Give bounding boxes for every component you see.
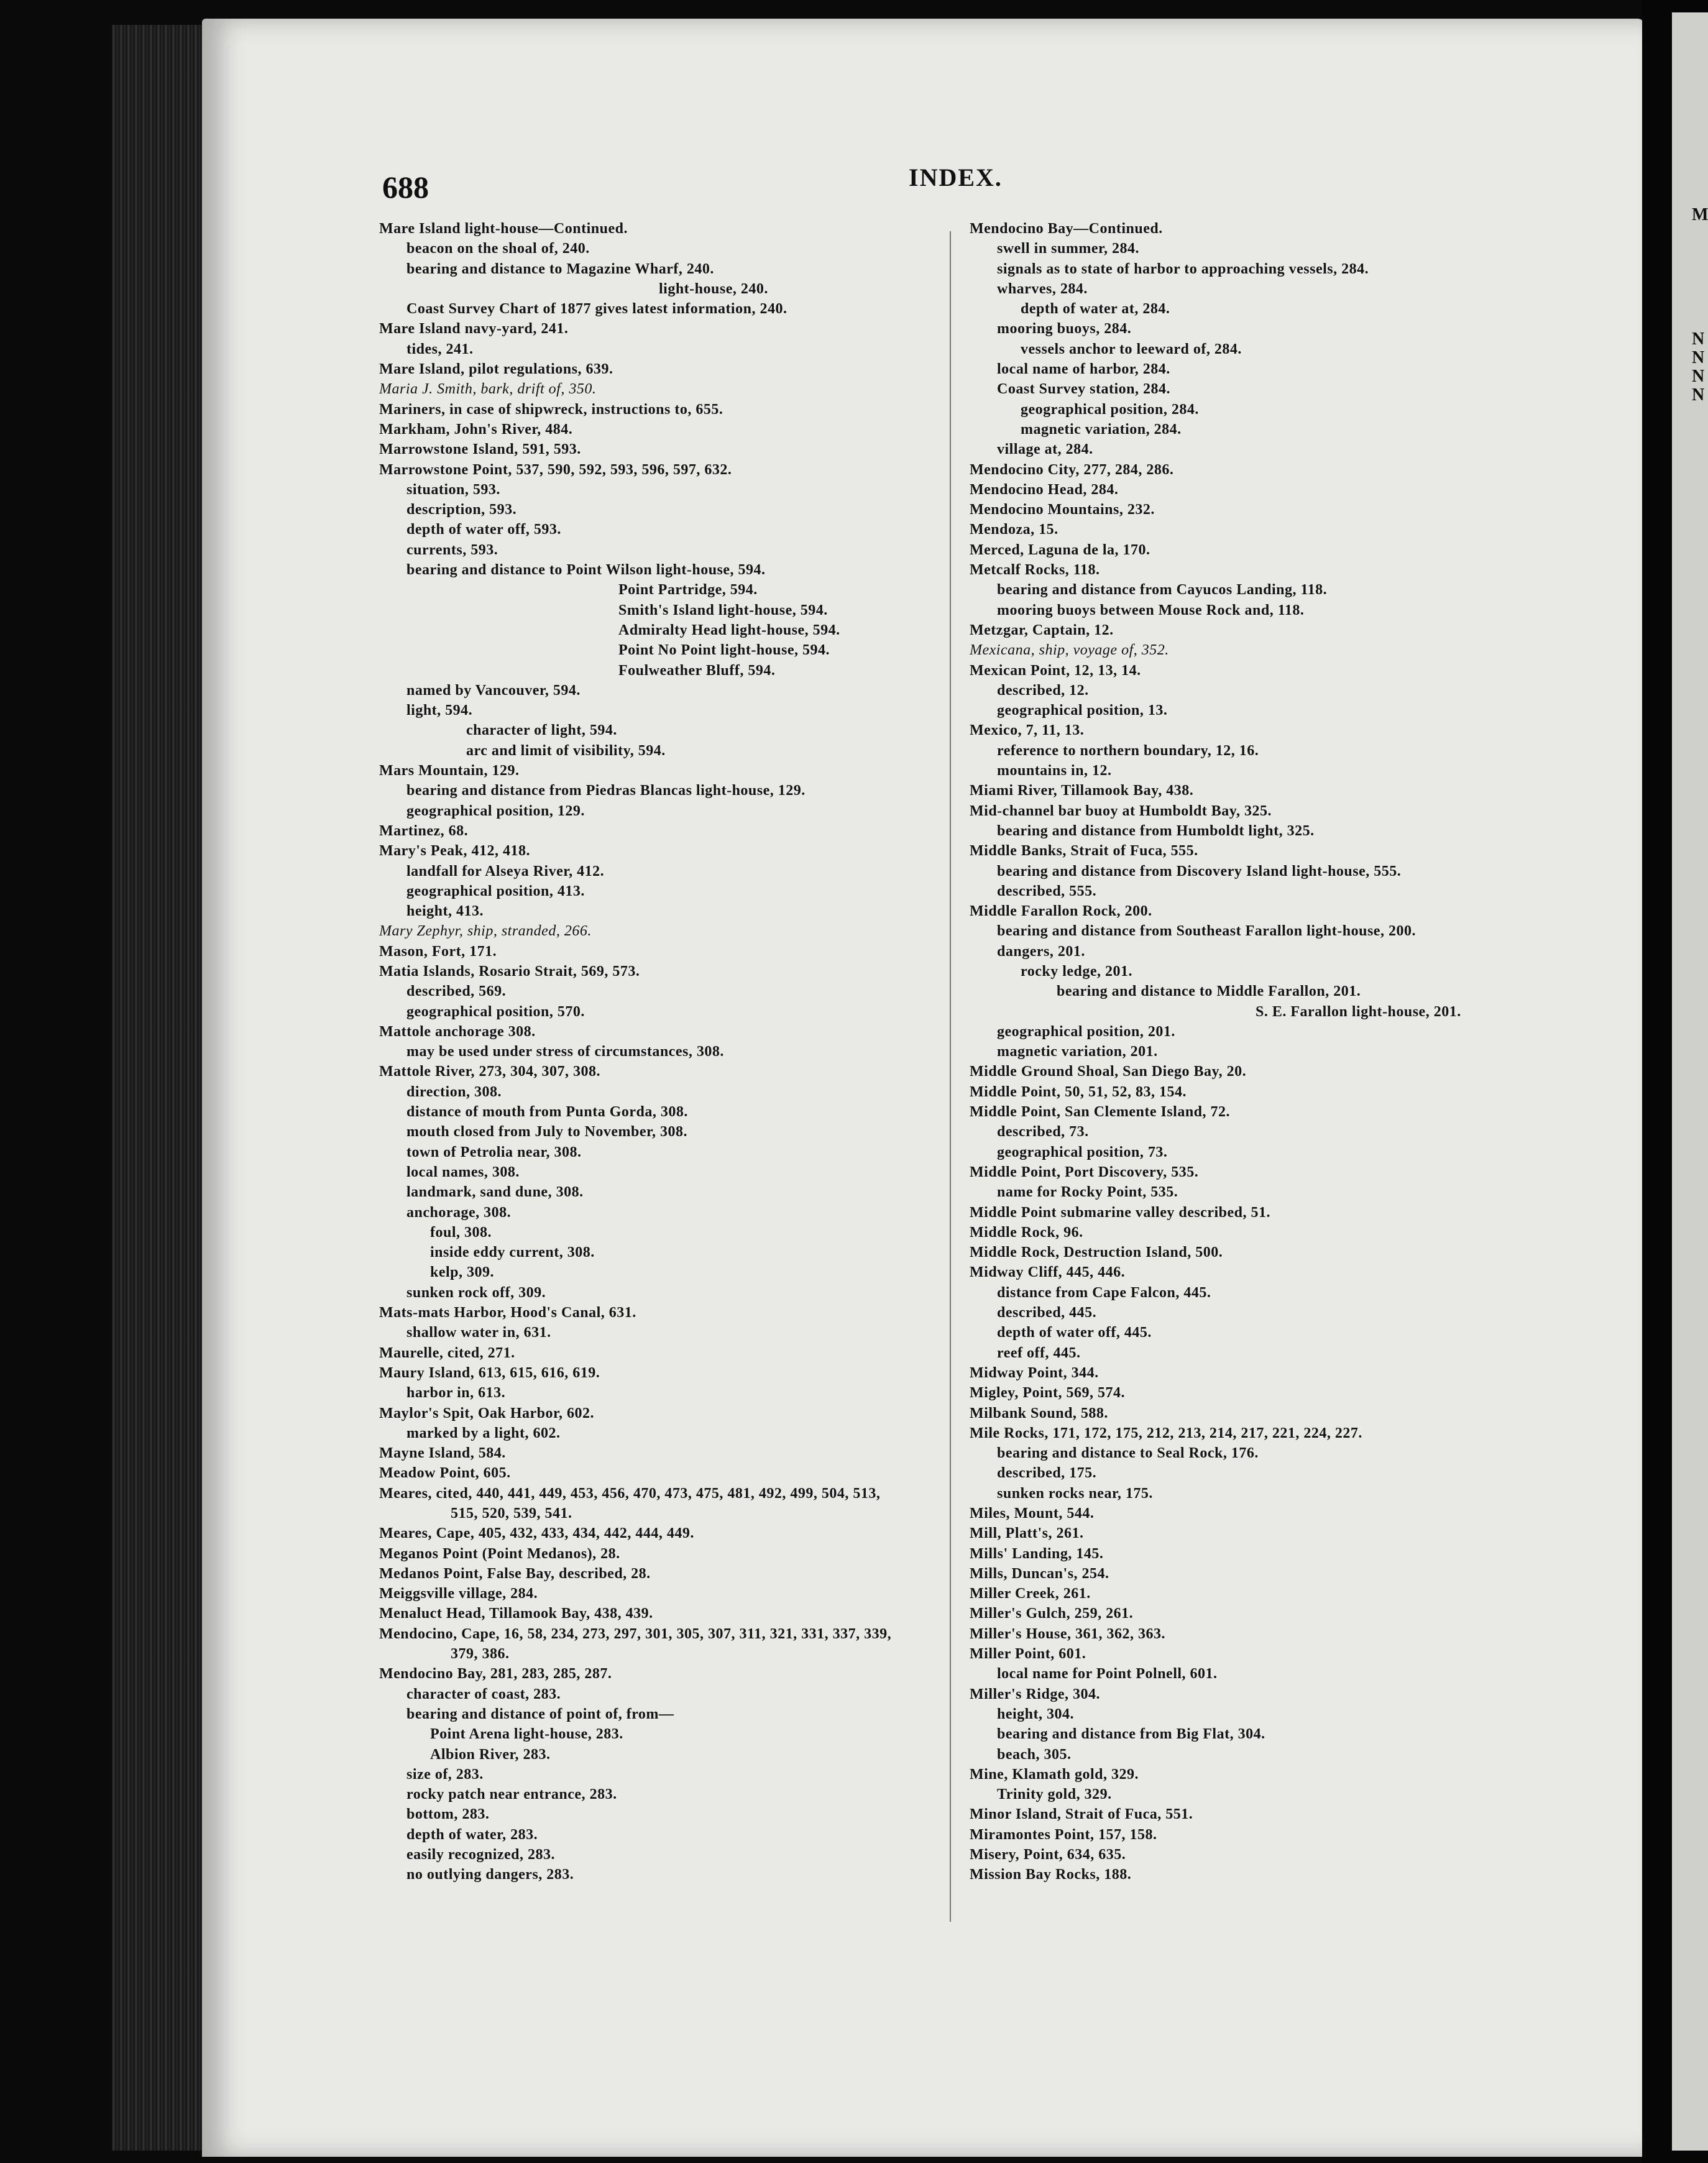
index-entry: Mendocino City, 277, 284, 286. xyxy=(970,461,1174,478)
index-column-left xyxy=(379,219,957,1885)
index-entry: Middle Rock, 96. xyxy=(970,1224,1083,1241)
index-entry: bottom, 283. xyxy=(406,1806,490,1823)
index-entry: described, 555. xyxy=(997,883,1097,899)
index-entry: Merced, Laguna de la, 170. xyxy=(970,541,1150,558)
index-entry: Metcalf Rocks, 118. xyxy=(970,562,1100,579)
index-entry: magnetic variation, 284. xyxy=(1021,421,1182,438)
index-entry: Martinez, 68. xyxy=(379,822,469,839)
index-entry: Marrowstone Island, 591, 593. xyxy=(379,441,581,458)
index-entry: Miami River, Tillamook Bay, 438. xyxy=(970,783,1194,799)
index-entry: bearing and distance of point of, from— xyxy=(406,1706,674,1722)
book-page-edges xyxy=(112,25,211,2151)
index-entry: landmark, sand dune, 308. xyxy=(406,1184,584,1201)
index-entry: size of, 283. xyxy=(406,1766,484,1783)
index-entry: Mattole anchorage 308. xyxy=(379,1023,536,1040)
index-entry: bearing and distance from Southeast Farallon light-house, 200. xyxy=(997,923,1416,940)
index-entry: local name of harbor, 284. xyxy=(997,361,1170,378)
index-entry: beach, 305. xyxy=(997,1746,1072,1763)
index-entry: Meares, cited, 440, 441, 449, 453, 456, 470, 473, 475, 481, 492, 499, 504, 513, xyxy=(379,1485,881,1502)
index-entry: Maria J. Smith, bark, drift of, 350. xyxy=(379,381,597,398)
index-entry: geographical position, 570. xyxy=(406,1003,585,1020)
index-entry: Mexico, 7, 11, 13. xyxy=(970,722,1085,739)
index-entry: Meadow Point, 605. xyxy=(379,1465,511,1482)
index-entry: Mare Island light-house—Continued. xyxy=(379,221,628,237)
next-page-letter: M xyxy=(1692,205,1708,224)
index-entry: Miller Creek, 261. xyxy=(970,1586,1091,1602)
index-entry: bearing and distance from Piedras Blancas light-house, 129. xyxy=(406,783,806,799)
index-entry: Foulweather Bluff, 594. xyxy=(618,662,776,679)
index-entry: height, 304. xyxy=(997,1706,1075,1722)
index-entry: Mendocino Bay—Continued. xyxy=(970,221,1163,237)
index-entry: described, 569. xyxy=(406,983,507,1000)
index-entry: depth of water off, 445. xyxy=(997,1325,1152,1341)
index-entry: mouth closed from July to November, 308. xyxy=(406,1124,687,1141)
index-entry: swell in summer, 284. xyxy=(997,241,1139,257)
index-entry: geographical position, 13. xyxy=(997,702,1168,719)
index-entry: bearing and distance to Magazine Wharf, 240. xyxy=(406,260,714,277)
index-entry: Metzgar, Captain, 12. xyxy=(970,622,1114,638)
index-entry: Middle Point submarine valley described, 51. xyxy=(970,1204,1270,1221)
index-entry: bearing and distance to Middle Farallon, 201. xyxy=(1057,983,1361,1000)
index-entry: Mattole River, 273, 304, 307, 308. xyxy=(379,1063,601,1080)
index-entry: Mexican Point, 12, 13, 14. xyxy=(970,662,1141,679)
index-entry: Midway Cliff, 445, 446. xyxy=(970,1264,1126,1281)
index-entry: Albion River, 283. xyxy=(430,1746,551,1763)
index-entry: direction, 308. xyxy=(406,1083,502,1100)
index-entry: Migley, Point, 569, 574. xyxy=(970,1385,1125,1402)
index-entry: tides, 241. xyxy=(406,341,474,357)
index-entry: Maury Island, 613, 615, 616, 619. xyxy=(379,1364,600,1381)
index-entry: Mendocino Bay, 281, 283, 285, 287. xyxy=(379,1666,612,1683)
index-column-right xyxy=(970,219,1604,1885)
index-entry: geographical position, 413. xyxy=(406,883,585,899)
index-entry: Mayne Island, 584. xyxy=(379,1445,506,1462)
index-entry: Medanos Point, False Bay, described, 28. xyxy=(379,1565,651,1582)
index-entry: geographical position, 73. xyxy=(997,1144,1168,1160)
index-entry: Mission Bay Rocks, 188. xyxy=(970,1867,1132,1883)
index-entry: no outlying dangers, 283. xyxy=(406,1867,574,1883)
index-entry: Mendoza, 15. xyxy=(970,521,1058,538)
next-page-letter: N xyxy=(1692,329,1705,349)
index-entry: landfall for Alseya River, 412. xyxy=(406,863,605,879)
index-entry: light-house, 240. xyxy=(659,280,768,297)
index-entry: Trinity gold, 329. xyxy=(997,1786,1112,1803)
index-entry: local name for Point Polnell, 601. xyxy=(997,1666,1218,1683)
index-entry: Miller's Gulch, 259, 261. xyxy=(970,1605,1134,1622)
index-entry: Milbank Sound, 588. xyxy=(970,1405,1108,1421)
index-entry: Maylor's Spit, Oak Harbor, 602. xyxy=(379,1405,594,1421)
index-entry: Mason, Fort, 171. xyxy=(379,943,497,960)
index-entry: 379, 386. xyxy=(451,1646,510,1663)
index-entry: description, 593. xyxy=(406,502,517,518)
index-entry: Midway Point, 344. xyxy=(970,1364,1099,1381)
index-entry: vessels anchor to leeward of, 284. xyxy=(1021,341,1242,357)
index-entry: Mine, Klamath gold, 329. xyxy=(970,1766,1139,1783)
index-entry: Matia Islands, Rosario Strait, 569, 573. xyxy=(379,963,640,980)
index-entry: depth of water off, 593. xyxy=(406,521,561,538)
index-entry: character of light, 594. xyxy=(466,722,617,739)
index-entry: Mare Island, pilot regulations, 639. xyxy=(379,361,613,378)
index-entry: named by Vancouver, 594. xyxy=(406,682,581,699)
index-entry: bearing and distance from Big Flat, 304. xyxy=(997,1726,1265,1743)
index-entry: signals as to state of harbor to approaching vessels, 284. xyxy=(997,260,1369,277)
index-entry: town of Petrolia near, 308. xyxy=(406,1144,582,1160)
index-entry: Middle Point, Port Discovery, 535. xyxy=(970,1164,1199,1180)
index-entry: reef off, 445. xyxy=(997,1344,1081,1361)
index-entry: reference to northern boundary, 12, 16. xyxy=(997,742,1259,759)
index-entry: sunken rock off, 309. xyxy=(406,1284,546,1301)
page-number: 688 xyxy=(382,170,429,204)
index-entry: Meares, Cape, 405, 432, 433, 434, 442, 444, 449. xyxy=(379,1525,694,1542)
index-entry: rocky ledge, 201. xyxy=(1021,963,1133,980)
index-entry: Miller's Ridge, 304. xyxy=(970,1686,1100,1702)
index-entry: Mendocino Mountains, 232. xyxy=(970,502,1155,518)
index-entry: Middle Banks, Strait of Fuca, 555. xyxy=(970,843,1198,860)
index-entry: described, 73. xyxy=(997,1124,1089,1141)
index-entry: bearing and distance to Seal Rock, 176. xyxy=(997,1445,1259,1462)
index-entry: may be used under stress of circumstances, 308. xyxy=(406,1044,724,1060)
index-entry: Markham, John's River, 484. xyxy=(379,421,573,438)
index-entry: mooring buoys, 284. xyxy=(997,321,1132,338)
index-entry: Middle Point, San Clemente Island, 72. xyxy=(970,1104,1231,1121)
index-entry: Middle Farallon Rock, 200. xyxy=(970,903,1152,920)
index-entry: geographical position, 129. xyxy=(406,802,585,819)
index-entry: mooring buoys between Mouse Rock and, 118. xyxy=(997,602,1305,618)
index-entry: anchorage, 308. xyxy=(406,1204,512,1221)
index-entry: situation, 593. xyxy=(406,481,500,498)
index-entry: character of coast, 283. xyxy=(406,1686,561,1702)
index-entry: Mexicana, ship, voyage of, 352. xyxy=(970,642,1169,659)
index-entry: Mary Zephyr, ship, stranded, 266. xyxy=(379,923,592,940)
index-entry: bearing and distance from Discovery Island light-house, 555. xyxy=(997,863,1402,879)
index-entry: Smith's Island light-house, 594. xyxy=(618,602,828,618)
index-entry: geographical position, 284. xyxy=(1021,401,1199,418)
index-entry: Marrowstone Point, 537, 590, 592, 593, 596, 597, 632. xyxy=(379,461,732,478)
index-entry: Miller's House, 361, 362, 363. xyxy=(970,1625,1165,1642)
index-entry: rocky patch near entrance, 283. xyxy=(406,1786,617,1803)
index-entry: geographical position, 201. xyxy=(997,1023,1175,1040)
index-entry: shallow water in, 631. xyxy=(406,1325,551,1341)
index-entry: Miles, Mount, 544. xyxy=(970,1505,1095,1522)
index-entry: Mendocino Head, 284. xyxy=(970,481,1119,498)
index-entry: Middle Rock, Destruction Island, 500. xyxy=(970,1244,1223,1261)
index-entry: depth of water, 283. xyxy=(406,1826,538,1843)
index-entry: depth of water at, 284. xyxy=(1021,301,1170,318)
running-head: INDEX. xyxy=(909,163,1003,191)
index-entry: foul, 308. xyxy=(430,1224,492,1241)
index-entry: Mill, Platt's, 261. xyxy=(970,1525,1084,1542)
index-entry: Admiralty Head light-house, 594. xyxy=(618,622,840,638)
next-page-letter: N xyxy=(1692,348,1705,367)
index-entry: Meganos Point (Point Medanos), 28. xyxy=(379,1545,620,1562)
index-entry: dangers, 201. xyxy=(997,943,1085,960)
index-entry: 515, 520, 539, 541. xyxy=(451,1505,572,1522)
index-entry: bearing and distance from Humboldt light, 325. xyxy=(997,822,1315,839)
index-entry: distance from Cape Falcon, 445. xyxy=(997,1284,1211,1301)
index-entry: Mare Island navy-yard, 241. xyxy=(379,321,569,338)
index-entry: bearing and distance to Point Wilson light-house, 594. xyxy=(406,562,766,579)
index-entry: easily recognized, 283. xyxy=(406,1847,556,1863)
index-entry: Mats-mats Harbor, Hood's Canal, 631. xyxy=(379,1305,636,1321)
index-entry: harbor in, 613. xyxy=(406,1385,506,1402)
index-entry: light, 594. xyxy=(406,702,473,719)
index-entry: Misery, Point, 634, 635. xyxy=(970,1847,1126,1863)
index-entry: height, 413. xyxy=(406,903,484,920)
index-entry: Minor Island, Strait of Fuca, 551. xyxy=(970,1806,1193,1823)
index-entry: arc and limit of visibility, 594. xyxy=(466,742,666,759)
index-entry: beacon on the shoal of, 240. xyxy=(406,241,590,257)
index-entry: wharves, 284. xyxy=(997,280,1088,297)
next-page-letter: N xyxy=(1692,385,1705,405)
index-entry: Mary's Peak, 412, 418. xyxy=(379,843,530,860)
index-entry: marked by a light, 602. xyxy=(406,1425,561,1441)
index-entry: Middle Point, 50, 51, 52, 83, 154. xyxy=(970,1083,1187,1100)
index-entry: inside eddy current, 308. xyxy=(430,1244,595,1261)
index-entry: mountains in, 12. xyxy=(997,763,1112,779)
index-entry: magnetic variation, 201. xyxy=(997,1044,1158,1060)
index-entry: distance of mouth from Punta Gorda, 308. xyxy=(406,1104,688,1121)
index-entry: Miramontes Point, 157, 158. xyxy=(970,1826,1157,1843)
index-entry: sunken rocks near, 175. xyxy=(997,1485,1153,1502)
index-entry: Miller Point, 601. xyxy=(970,1646,1086,1663)
index-entry: Mills' Landing, 145. xyxy=(970,1545,1104,1562)
index-entry: Meiggsville village, 284. xyxy=(379,1586,538,1602)
index-entry: kelp, 309. xyxy=(430,1264,495,1281)
index-entry: Mars Mountain, 129. xyxy=(379,763,520,779)
index-entry: described, 445. xyxy=(997,1305,1097,1321)
index-entry: Menaluct Head, Tillamook Bay, 438, 439. xyxy=(379,1605,653,1622)
index-entry: S. E. Farallon light-house, 201. xyxy=(1256,1003,1461,1020)
index-entry: Maurelle, cited, 271. xyxy=(379,1344,515,1361)
index-entry: Mills, Duncan's, 254. xyxy=(970,1565,1109,1582)
index-entry: village at, 284. xyxy=(997,441,1093,458)
next-page-letter: N xyxy=(1692,367,1705,386)
index-entry: Mile Rocks, 171, 172, 175, 212, 213, 214, 217, 221, 224, 227. xyxy=(970,1425,1362,1441)
index-entry: Point Arena light-house, 283. xyxy=(430,1726,623,1743)
index-entry: bearing and distance from Cayucos Landing, 118. xyxy=(997,582,1328,599)
index-entry: described, 12. xyxy=(997,682,1089,699)
index-entry: Point Partridge, 594. xyxy=(618,582,758,599)
index-entry: Mendocino, Cape, 16, 58, 234, 273, 297, 301, 305, 307, 311, 321, 331, 337, 339, xyxy=(379,1625,892,1642)
index-entry: described, 175. xyxy=(997,1465,1097,1482)
index-entry: currents, 593. xyxy=(406,541,498,558)
index-entry: Point No Point light-house, 594. xyxy=(618,642,830,659)
index-entry: Coast Survey station, 284. xyxy=(997,381,1171,398)
index-entry: Coast Survey Chart of 1877 gives latest information, 240. xyxy=(406,301,787,318)
index-entry: local names, 308. xyxy=(406,1164,520,1180)
index-entry: Middle Ground Shoal, San Diego Bay, 20. xyxy=(970,1063,1247,1080)
index-entry: name for Rocky Point, 535. xyxy=(997,1184,1178,1201)
index-entry: Mid-channel bar buoy at Humboldt Bay, 325. xyxy=(970,802,1272,819)
index-entry: Mariners, in case of shipwreck, instructions to, 655. xyxy=(379,401,723,418)
